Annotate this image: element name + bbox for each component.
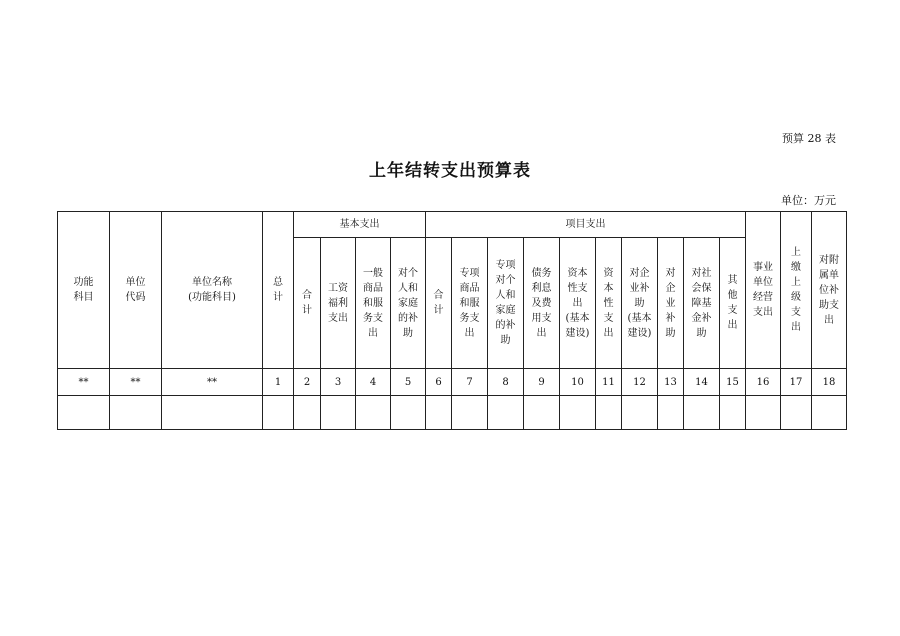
header-upper-level bbox=[781, 212, 812, 369]
header-line: 其 bbox=[727, 275, 738, 286]
header-line: 商品 bbox=[363, 282, 383, 294]
empty-cell[interactable] bbox=[426, 396, 452, 430]
header-line: 本 bbox=[603, 282, 614, 294]
header-line: 福利 bbox=[328, 297, 348, 309]
header-line: 合 bbox=[302, 290, 312, 301]
header-project-col bbox=[596, 238, 622, 369]
header-line: 专项 bbox=[459, 267, 480, 279]
header-line: 助支 bbox=[819, 299, 840, 311]
header-project-col bbox=[524, 238, 560, 369]
header-line: 出 bbox=[368, 327, 378, 339]
cell-number: 16 bbox=[746, 369, 781, 396]
header-line: 功能 bbox=[73, 277, 94, 288]
empty-cell[interactable] bbox=[321, 396, 356, 430]
empty-cell[interactable] bbox=[294, 396, 321, 430]
header-line: 对 bbox=[665, 267, 676, 279]
header-line: 性 bbox=[603, 297, 614, 309]
header-line: 务支 bbox=[363, 312, 383, 324]
header-line: 金补 bbox=[691, 312, 712, 324]
header-line: 出 bbox=[464, 327, 475, 339]
header-line: 代码 bbox=[125, 292, 146, 303]
header-line: 工资 bbox=[328, 282, 348, 294]
empty-cell[interactable] bbox=[524, 396, 560, 430]
cell-number: 7 bbox=[452, 369, 488, 396]
empty-cell[interactable] bbox=[560, 396, 596, 430]
header-line: 对社 bbox=[691, 267, 712, 279]
header-project-col bbox=[452, 238, 488, 369]
header-line: 专项 bbox=[495, 260, 516, 271]
cell-number: 8 bbox=[488, 369, 524, 396]
cell-number: 2 bbox=[294, 369, 321, 396]
header-line: 债务 bbox=[531, 267, 552, 279]
header-func-subject bbox=[58, 212, 110, 369]
empty-cell[interactable] bbox=[746, 396, 781, 430]
empty-cell[interactable] bbox=[622, 396, 658, 430]
header-line: 障基 bbox=[691, 297, 712, 309]
header-line: 缴 bbox=[791, 262, 802, 273]
empty-cell[interactable] bbox=[684, 396, 720, 430]
header-line: 助 bbox=[696, 327, 707, 339]
header-project-col bbox=[720, 238, 746, 369]
header-line: 单位名称 bbox=[192, 277, 232, 288]
header-line: 单位 bbox=[753, 277, 774, 288]
cell-number: 15 bbox=[720, 369, 746, 396]
header-line: (基本 bbox=[565, 312, 590, 324]
page-title: 上年结转支出预算表 bbox=[369, 161, 531, 181]
header-unit-name bbox=[162, 212, 263, 369]
header-line: 会保 bbox=[691, 282, 712, 294]
header-line: (基本 bbox=[627, 312, 652, 324]
header-line: 务支 bbox=[459, 312, 480, 324]
empty-cell[interactable] bbox=[452, 396, 488, 430]
header-line: 资本 bbox=[567, 267, 588, 279]
header-line: 业补 bbox=[629, 282, 650, 294]
header-line: 级 bbox=[791, 292, 802, 303]
header-line: 经营 bbox=[753, 292, 774, 303]
header-line: 出 bbox=[727, 320, 738, 331]
header-line: 上 bbox=[791, 277, 802, 288]
empty-cell[interactable] bbox=[781, 396, 812, 430]
header-line: 业 bbox=[665, 297, 676, 309]
header-line: 出 bbox=[824, 314, 835, 326]
header-line: 及费 bbox=[531, 297, 552, 309]
header-line: 支 bbox=[791, 307, 802, 318]
header-line: 上 bbox=[791, 247, 802, 258]
unit-label: 单位：万元 bbox=[781, 194, 836, 207]
cell-number: 6 bbox=[426, 369, 452, 396]
empty-cell[interactable] bbox=[596, 396, 622, 430]
cell-number: 17 bbox=[781, 369, 812, 396]
empty-cell[interactable] bbox=[58, 396, 110, 430]
header-line: 支 bbox=[727, 305, 738, 316]
cell-number: 9 bbox=[524, 369, 560, 396]
cell-number: 3 bbox=[321, 369, 356, 396]
cell-number: 4 bbox=[356, 369, 391, 396]
cell-number: 13 bbox=[658, 369, 684, 396]
header-project-col bbox=[658, 238, 684, 369]
header-line: 计 bbox=[302, 305, 312, 316]
header-basic-group: 基本支出 bbox=[294, 212, 426, 238]
header-project-group: 项目支出 bbox=[426, 212, 746, 238]
header-line: 助 bbox=[665, 327, 676, 339]
header-line: 计 bbox=[273, 292, 283, 303]
empty-cell[interactable] bbox=[162, 396, 263, 430]
header-line: 家庭 bbox=[495, 305, 516, 316]
header-line: 性支 bbox=[567, 282, 588, 294]
header-line: 人和 bbox=[398, 282, 418, 294]
header-line: 对个 bbox=[495, 275, 516, 286]
header-line: 和服 bbox=[459, 297, 480, 309]
header-line: 科目 bbox=[73, 292, 94, 303]
header-line: 总 bbox=[273, 277, 283, 288]
header-business-unit bbox=[746, 212, 781, 369]
header-line: 合 bbox=[433, 290, 444, 301]
cell-number: 12 bbox=[622, 369, 658, 396]
empty-cell[interactable] bbox=[488, 396, 524, 430]
form-number: 预算 28 表 bbox=[782, 132, 836, 145]
header-line: 的补 bbox=[495, 320, 516, 331]
cell-number: 18 bbox=[812, 369, 847, 396]
empty-cell[interactable] bbox=[720, 396, 746, 430]
header-line: 企 bbox=[665, 282, 676, 294]
header-line: 助 bbox=[403, 327, 413, 339]
header-line: (功能科目) bbox=[188, 292, 236, 303]
empty-cell[interactable] bbox=[391, 396, 426, 430]
header-line: 支出 bbox=[328, 312, 348, 324]
header-project-col bbox=[426, 238, 452, 369]
header-line: 事业 bbox=[753, 262, 774, 273]
cell-func-subject: ** bbox=[58, 369, 110, 396]
table-row-numbers bbox=[58, 369, 847, 396]
empty-cell[interactable] bbox=[658, 396, 684, 430]
header-line: 出 bbox=[572, 297, 583, 309]
header-line: 助 bbox=[634, 297, 645, 309]
header-line: 出 bbox=[603, 327, 614, 339]
header-line: 对企 bbox=[629, 267, 650, 279]
header-project-col bbox=[488, 238, 524, 369]
empty-cell[interactable] bbox=[110, 396, 162, 430]
cell-number: 11 bbox=[596, 369, 622, 396]
header-line: 出 bbox=[536, 327, 547, 339]
header-line: 用支 bbox=[531, 312, 552, 324]
empty-cell[interactable] bbox=[263, 396, 294, 430]
header-line: 利息 bbox=[531, 282, 552, 294]
header-line: 支 bbox=[603, 312, 614, 324]
header-line: 属单 bbox=[819, 269, 840, 281]
header-line: 位补 bbox=[819, 284, 840, 296]
header-line: 的补 bbox=[398, 312, 418, 324]
header-line: 建设) bbox=[565, 327, 590, 339]
empty-cell[interactable] bbox=[812, 396, 847, 430]
table-row-empty bbox=[58, 396, 847, 430]
header-project-col bbox=[560, 238, 596, 369]
header-line: 补 bbox=[665, 312, 676, 324]
header-line: 单位 bbox=[125, 277, 146, 288]
header-line: 一般 bbox=[363, 267, 383, 279]
header-line: 对个 bbox=[398, 267, 418, 279]
header-line: 建设) bbox=[627, 327, 652, 339]
header-line: 助 bbox=[500, 335, 511, 346]
cell-number: 1 bbox=[263, 369, 294, 396]
header-basic-col bbox=[391, 238, 426, 369]
header-project-col bbox=[622, 238, 658, 369]
header-line: 对附 bbox=[819, 254, 840, 266]
header-line: 和服 bbox=[363, 297, 383, 309]
header-line: 商品 bbox=[459, 282, 480, 294]
header-line: 人和 bbox=[495, 290, 516, 301]
cell-unit-name: ** bbox=[162, 369, 263, 396]
header-line: 计 bbox=[433, 305, 444, 316]
cell-number: 5 bbox=[391, 369, 426, 396]
header-line: 资 bbox=[603, 267, 614, 279]
cell-number: 10 bbox=[560, 369, 596, 396]
header-line: 支出 bbox=[753, 307, 774, 318]
header-unit-code bbox=[110, 212, 162, 369]
header-basic-col bbox=[294, 238, 321, 369]
header-basic-col bbox=[356, 238, 391, 369]
cell-number: 14 bbox=[684, 369, 720, 396]
empty-cell[interactable] bbox=[356, 396, 391, 430]
cell-unit-code: ** bbox=[110, 369, 162, 396]
header-basic-col bbox=[321, 238, 356, 369]
budget-table bbox=[57, 211, 847, 430]
header-affiliated bbox=[812, 212, 847, 369]
header-total bbox=[263, 212, 294, 369]
header-line: 家庭 bbox=[398, 297, 418, 309]
header-line: 出 bbox=[791, 322, 802, 333]
header-project-col bbox=[684, 238, 720, 369]
header-line: 他 bbox=[727, 290, 738, 301]
